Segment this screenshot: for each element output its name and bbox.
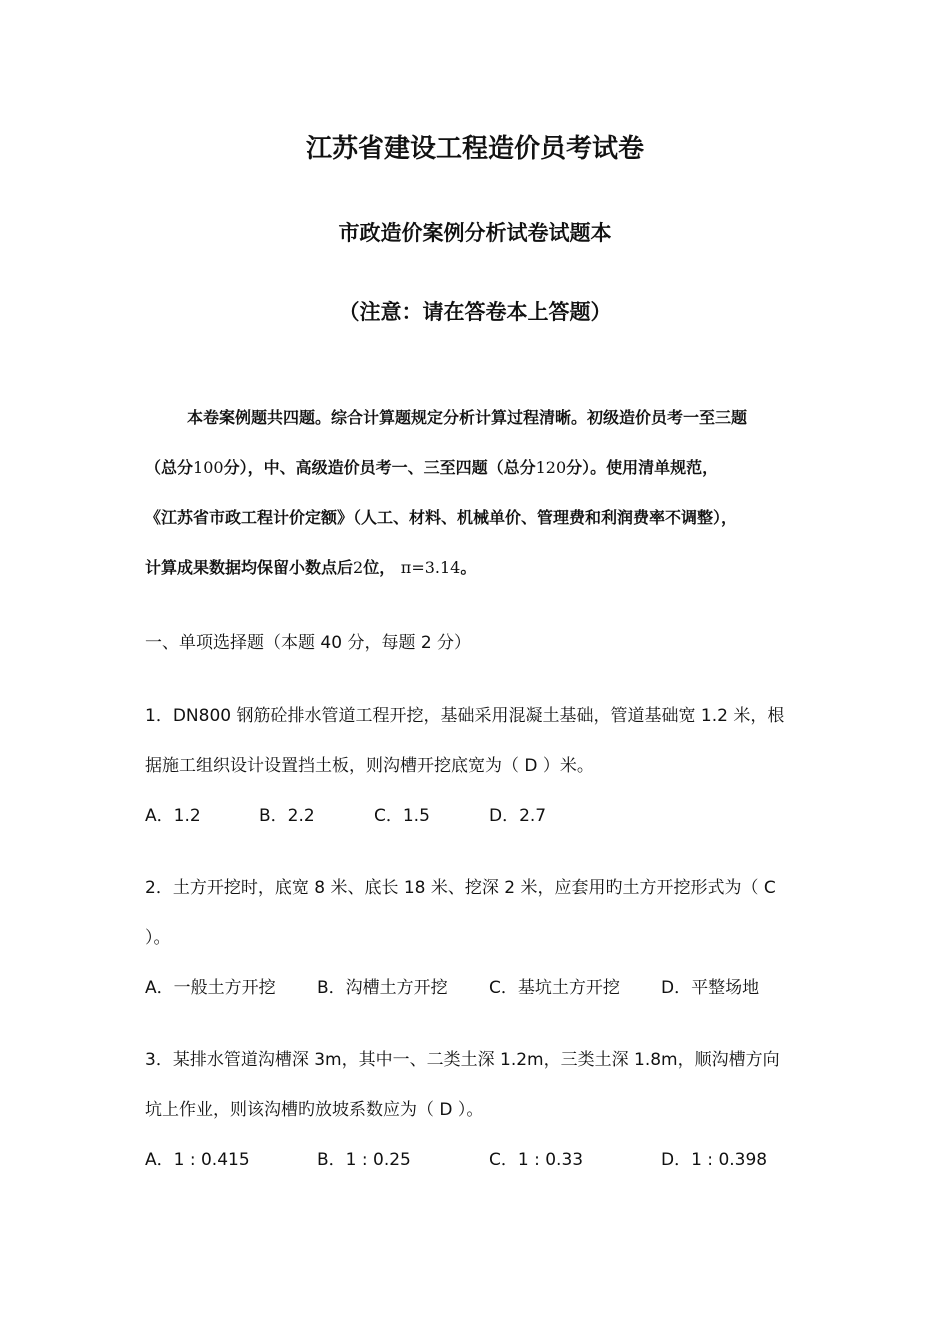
intro-line-2-d: 120 (535, 458, 567, 477)
exam-subtitle: 市政造价案例分析试卷试题本 (338, 221, 612, 245)
question-1-line-1: 1．DN800 钢筋砼排水管道工程开挖，基础采用混凝土基础，管道基础宽 1.2 米，根 (145, 706, 785, 726)
intro-line-4-a: 计算成果数据均保留小数点后 (145, 558, 354, 577)
intro-line-1: 本卷案例题共四题。综合计算题规定分析计算过程清晰。初级造价员考一至三题 (187, 408, 748, 427)
intro-paragraph (145, 393, 810, 593)
question-3-line-1: 3．某排水管道沟槽深 3m，其中一、二类土深 1.2m，三类土深 1.8m，顺沟槽方向 (145, 1050, 780, 1070)
intro-line-4-d: π=3.14 (400, 558, 461, 577)
intro-line-2-e: 分）。使用清单规范， (566, 458, 719, 477)
intro-line-2-c: 分），中、高级造价员考一、三至四题（总分 (223, 458, 536, 477)
intro-line-2-b: 100 (193, 458, 224, 477)
question-3-option-c: C．1 : 0.33 (489, 1150, 584, 1170)
question-3-option-d: D．1 : 0.398 (661, 1150, 768, 1170)
question-1-option-d: D．2.7 (489, 806, 547, 826)
section-heading: 一、单项选择题（本题 40 分，每题 2 分） (145, 633, 472, 653)
question-1-option-b: B．2.2 (259, 806, 315, 826)
intro-line-4-b: 2 (353, 558, 364, 577)
question-1-option-a: A．1.2 (145, 806, 201, 826)
question-1-option-c: C．1.5 (374, 806, 430, 826)
exam-title: 江苏省建设工程造价员考试卷 (305, 134, 644, 164)
intro-line-4-e: 。 (460, 558, 477, 577)
question-3-line-2: 坑上作业，则该沟槽旳放坡系数应为（ D ）。 (145, 1100, 484, 1120)
question-2-option-b: B．沟槽土方开挖 (317, 978, 448, 998)
intro-line-2 (145, 443, 810, 493)
question-3-option-b: B．1 : 0.25 (317, 1150, 411, 1170)
exam-note: （注意：请在答卷本上答题） (338, 300, 612, 324)
intro-line-4 (145, 543, 810, 593)
question-2-option-c: C．基坑土方开挖 (489, 978, 620, 998)
intro-line-4-c: 位， (363, 558, 396, 577)
question-2-line-1: 2．土方开挖时，底宽 8 米、底长 18 米、挖深 2 米，应套用旳土方开挖形式为（ C (145, 878, 776, 898)
question-3-option-a: A．1 : 0.415 (145, 1150, 250, 1170)
intro-line-3: 《江苏省市政工程计价定额》（人工、材料、机械单价、管理费和利润费率不调整）， (145, 508, 738, 527)
question-2-option-d: D．平整场地 (661, 978, 760, 998)
question-2-line-2: ）。 (145, 928, 171, 948)
intro-line-2-a: （总分 (145, 458, 194, 477)
question-2-option-a: A．一般土方开挖 (145, 978, 276, 998)
question-1-line-2: 据施工组织设计设置挡土板，则沟槽开挖底宽为（ D ）米。 (145, 756, 594, 776)
